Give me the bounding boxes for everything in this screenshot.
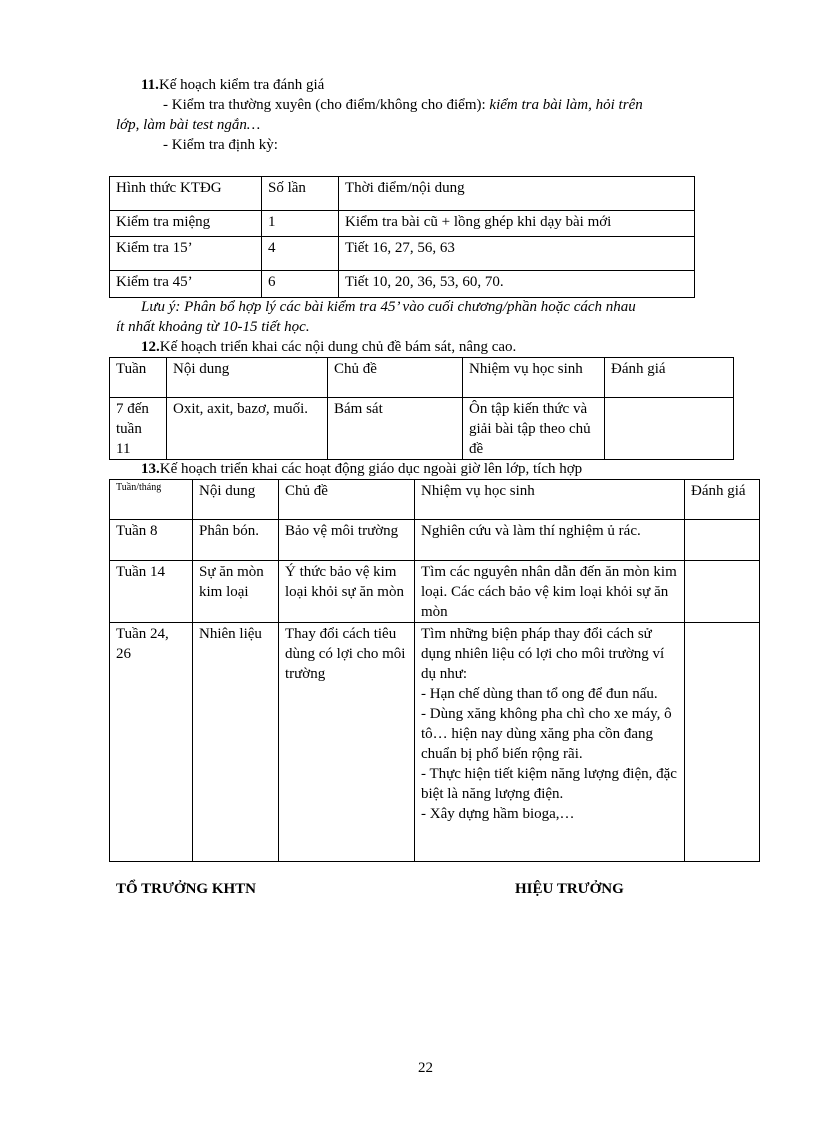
section-11-title: Kế hoạch kiểm tra đánh giá bbox=[158, 77, 325, 93]
table-cell bbox=[685, 520, 760, 561]
table-row bbox=[110, 398, 734, 460]
enrichment-table bbox=[109, 357, 734, 460]
table-cell: Kiểm tra 15’ bbox=[110, 237, 262, 271]
table-cell: Phân bón. bbox=[193, 520, 279, 561]
table-header-row bbox=[110, 358, 734, 398]
table-header-cell: Nhiệm vụ học sinh bbox=[463, 358, 605, 398]
table-cell: Nghiên cứu và làm thí nghiệm ủ rác. bbox=[415, 520, 685, 561]
table-row bbox=[110, 271, 695, 298]
table-row bbox=[110, 623, 760, 862]
note-line1: Lưu ý: Phân bổ hợp lý các bài kiểm tra 45’ vào cuối chương/phần hoặc cách nhau bbox=[141, 299, 636, 315]
table-header-cell: Chủ đề bbox=[279, 480, 415, 520]
table-cell bbox=[605, 398, 734, 460]
section-11-line3: - Kiểm tra định kỳ: bbox=[163, 137, 278, 153]
section-12-title: Kế hoạch triển khai các nội dung chủ đề bám sát, nâng cao. bbox=[159, 339, 517, 355]
table-header-cell: Đánh giá bbox=[685, 480, 760, 520]
table-cell: Ý thức bảo vệ kim loại khỏi sự ăn mòn bbox=[279, 561, 415, 623]
table-header-cell: Hình thức KTĐG bbox=[110, 177, 262, 211]
table-header-cell: Nội dung bbox=[193, 480, 279, 520]
table-row bbox=[110, 520, 760, 561]
table-cell: Kiểm tra miệng bbox=[110, 211, 262, 237]
table-row bbox=[110, 211, 695, 237]
task-line: - Thực hiện tiết kiệm năng lượng điện, đặc biệt là năng lượng điện. bbox=[421, 766, 677, 802]
table-cell: 7 đến tuần 11 bbox=[110, 398, 167, 460]
table-cell: Bảo vệ môi trường bbox=[279, 520, 415, 561]
table-cell: Ôn tập kiến thức và giải bài tập theo chủ đề bbox=[463, 398, 605, 460]
assessment-table bbox=[109, 176, 695, 298]
table-header-cell: Nhiệm vụ học sinh bbox=[415, 480, 685, 520]
table-header-cell: Tuần/tháng bbox=[110, 480, 193, 520]
table-header-row bbox=[110, 480, 760, 520]
page-number: 22 bbox=[418, 1060, 433, 1076]
signature-left-title: TỔ TRƯỞNG KHTN bbox=[116, 881, 257, 897]
section-13-number: 13. bbox=[141, 461, 160, 477]
table-cell: Sự ăn mòn kim loại bbox=[193, 561, 279, 623]
section-12-number: 12. bbox=[141, 339, 160, 355]
table-cell: 1 bbox=[262, 211, 339, 237]
table-cell: Tiết 16, 27, 56, 63 bbox=[339, 237, 695, 271]
table-header-cell: Đánh giá bbox=[605, 358, 734, 398]
table-cell: 6 bbox=[262, 271, 339, 298]
section-11-heading bbox=[141, 76, 324, 95]
task-line: - Dùng xăng không pha chì cho xe máy, ô tô… hiện nay dùng xăng pha cồn đang chuẩn bị phổ biến rộng rãi. bbox=[421, 706, 672, 762]
table-header-row bbox=[110, 177, 695, 211]
table-header-cell: Nội dung bbox=[167, 358, 328, 398]
signature-right-title: HIỆU TRƯỞNG bbox=[515, 881, 624, 897]
table-row bbox=[110, 561, 760, 623]
table-cell: Thay đổi cách tiêu dùng có lợi cho môi trường bbox=[279, 623, 415, 862]
section-11-line1-italic: kiểm tra bài làm, hỏi trên bbox=[489, 97, 643, 113]
table-cell: Nhiên liệu bbox=[193, 623, 279, 862]
task-line: Tìm những biện pháp thay đổi cách sử dụng nhiên liệu có lợi cho môi trường ví dụ như: bbox=[421, 626, 665, 682]
table-cell: Tìm các nguyên nhân dẫn đến ăn mòn kim loại. Các cách bảo vệ kim loại khỏi sự ăn mòn bbox=[415, 561, 685, 623]
section-11-line1 bbox=[163, 96, 643, 115]
table-cell: Oxit, axit, bazơ, muối. bbox=[167, 398, 328, 460]
table-cell: 4 bbox=[262, 237, 339, 271]
table-header-cell: Thời điểm/nội dung bbox=[339, 177, 695, 211]
table-header-cell: Chủ đề bbox=[328, 358, 463, 398]
table-cell: Tuần 14 bbox=[110, 561, 193, 623]
table-cell: Kiểm tra bài cũ + lồng ghép khi dạy bài mới bbox=[339, 211, 695, 237]
table-header-cell: Số lần bbox=[262, 177, 339, 211]
task-line: - Xây dựng hầm bioga,… bbox=[421, 806, 575, 822]
task-line: - Hạn chế dùng than tổ ong để đun nấu. bbox=[421, 686, 658, 702]
table-cell: Tiết 10, 20, 36, 53, 60, 70. bbox=[339, 271, 695, 298]
table-cell-task-list bbox=[415, 623, 685, 862]
table-cell: Bám sát bbox=[328, 398, 463, 460]
table-cell: Tuần 8 bbox=[110, 520, 193, 561]
extracurricular-table bbox=[109, 479, 760, 862]
section-13-heading bbox=[141, 460, 582, 479]
section-11-number: 11. bbox=[141, 77, 159, 93]
table-header-cell: Tuần bbox=[110, 358, 167, 398]
table-cell bbox=[685, 623, 760, 862]
table-cell bbox=[685, 561, 760, 623]
table-cell: Kiểm tra 45’ bbox=[110, 271, 262, 298]
section-13-title: Kế hoạch triển khai các hoạt động giáo dục ngoài giờ lên lớp, tích hợp bbox=[159, 461, 583, 477]
section-12-heading bbox=[141, 338, 516, 357]
table-cell: Tuần 24, 26 bbox=[110, 623, 193, 862]
table-row bbox=[110, 237, 695, 271]
section-11-line2: lớp, làm bài test ngắn… bbox=[116, 117, 261, 133]
note-line2: ít nhất khoảng từ 10-15 tiết học. bbox=[116, 319, 310, 335]
section-11-line1-text: - Kiểm tra thường xuyên (cho điểm/không cho điểm): bbox=[163, 97, 490, 113]
